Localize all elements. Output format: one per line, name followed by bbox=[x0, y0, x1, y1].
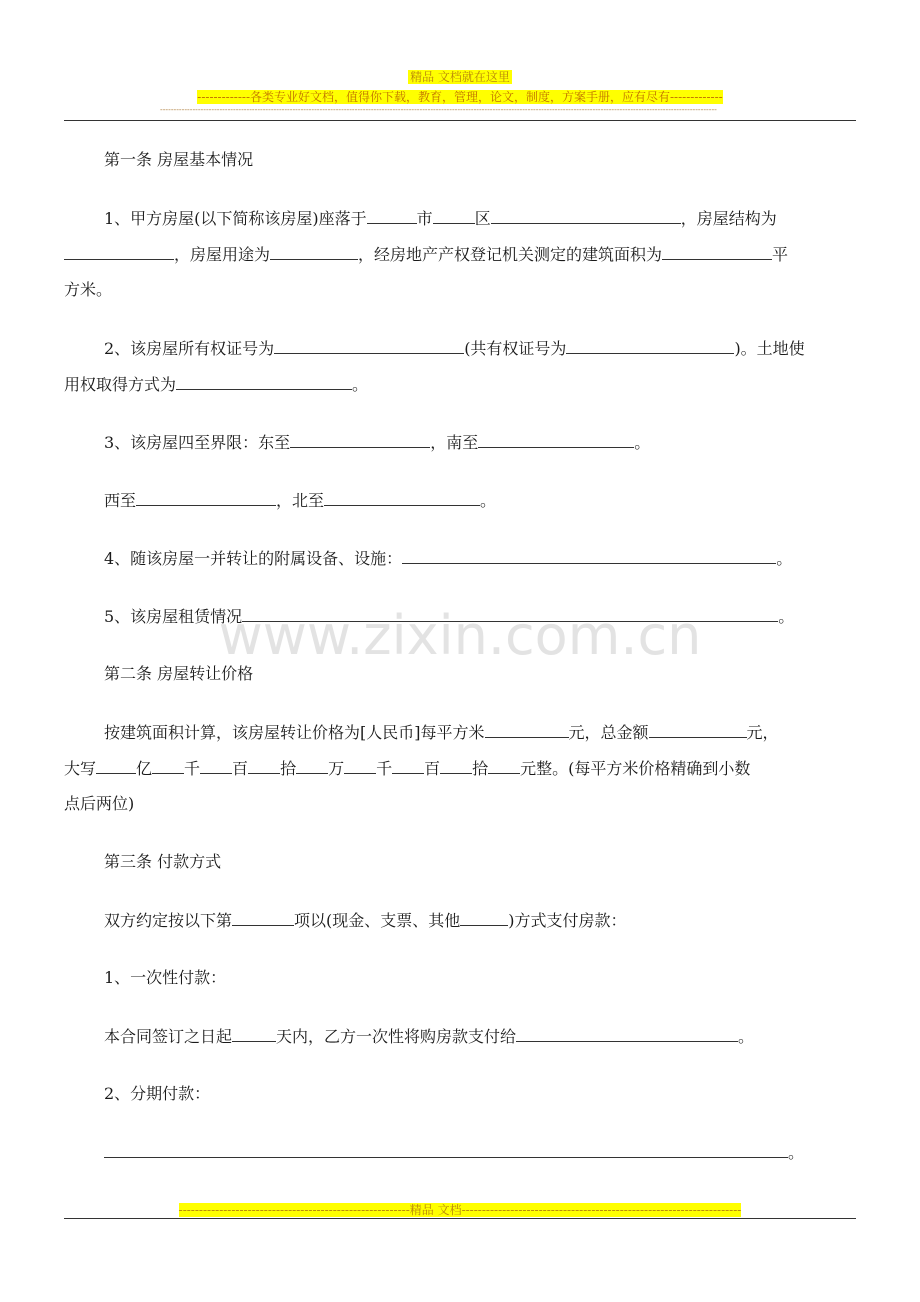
footer-rule bbox=[64, 1218, 856, 1219]
header-subtitle: -------------各类专业好文档，值得你下载，教育，管理，论文，制度，方案手册，应有尽有------------- bbox=[197, 90, 723, 104]
clause-3-line-2: 西至 ，北至 。 bbox=[104, 491, 497, 510]
section-2-title: 第二条 房屋转让价格 bbox=[104, 664, 254, 683]
clause-1-line-3: 方米。 bbox=[64, 280, 113, 299]
installment-blank: 。 bbox=[104, 1142, 804, 1163]
lump-sum-title: 1、一次性付款： bbox=[104, 968, 227, 987]
watermark: www.zixin.com.cn bbox=[218, 604, 702, 667]
section-3-title: 第三条 付款方式 bbox=[104, 852, 222, 871]
header-rule bbox=[64, 120, 856, 121]
clause-3-line-1: 3、该房屋四至界限：东至 ，南至 。 bbox=[104, 433, 651, 452]
clause-4: 4、随该房屋一并转让的附属设备、设施： 。 bbox=[104, 549, 793, 568]
section-1-title: 第一条 房屋基本情况 bbox=[104, 150, 254, 169]
price-line-3: 点后两位) bbox=[64, 794, 135, 813]
payment-method: 双方约定按以下第 项以(现金、支票、其他 )方式支付房款： bbox=[104, 911, 627, 930]
footer-banner: ---------------------------------------------------------精品 文档--------------------------------------------------------------------- bbox=[178, 1203, 742, 1217]
header-dashes: -------------------------------------------------------------------------------------------------------------------------------------------------------------------------------------------------------------- bbox=[160, 105, 717, 114]
installment-title: 2、分期付款： bbox=[104, 1084, 211, 1103]
clause-5: 5、该房屋租赁情况 。 bbox=[104, 607, 795, 626]
price-line-2: 大写 亿 千 百 拾 万 千 百 拾 元整。(每平方米价格精确到小数 bbox=[64, 759, 751, 778]
clause-2-line-1: 2、该房屋所有权证号为 (共有权证号为 )。土地使 bbox=[104, 339, 805, 358]
header-title: 精品 文档就在这里 bbox=[410, 70, 510, 84]
lump-sum-text: 本合同签订之日起 天内，乙方一次性将购房款支付给 。 bbox=[104, 1027, 755, 1046]
clause-2-line-2: 用权取得方式为 。 bbox=[64, 375, 369, 394]
price-line-1: 按建筑面积计算，该房屋转让价格为[人民币]每平方米 元，总金额 元， bbox=[104, 723, 779, 742]
clause-1-line-1: 1、甲方房屋(以下简称该房屋)座落于 市 区 ，房屋结构为 bbox=[104, 209, 777, 228]
clause-1-line-2: ，房屋用途为 ，经房地产产权登记机关测定的建筑面积为 平 bbox=[64, 244, 788, 265]
